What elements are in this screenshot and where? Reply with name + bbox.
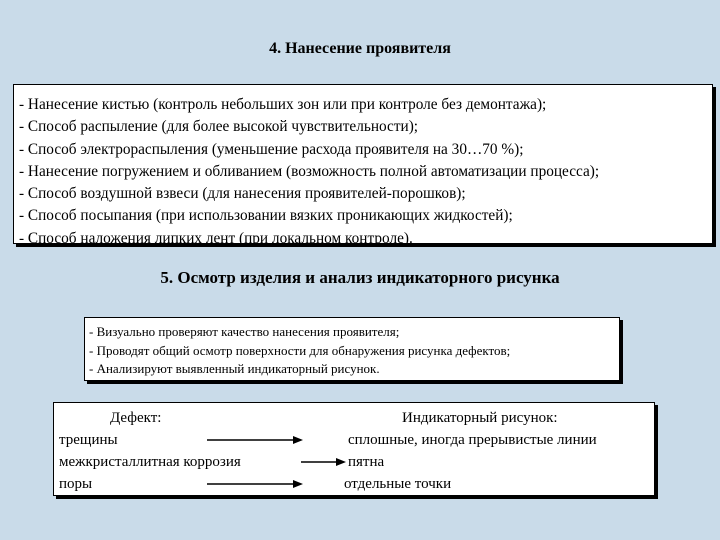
list-item: - Способ посыпания (при использовании вязких проникающих жидкостей); (19, 207, 513, 225)
defect-cell: поры (59, 476, 93, 492)
section5-list (84, 317, 620, 381)
list-item: - Способ воздушной взвеси (для нанесения проявителей-порошков); (19, 185, 466, 203)
pattern-cell: отдельные точки (344, 476, 452, 492)
section4-list (13, 84, 713, 247)
list-item: - Визуально проверяют качество нанесения проявителя; (89, 324, 400, 339)
defect-cell: межкристаллитная коррозия (59, 454, 241, 470)
arrow-right-icon (207, 479, 303, 489)
list-item: - Способ распыление (для более высокой чувствительности); (19, 118, 419, 136)
arrow-right-icon (207, 435, 303, 445)
list-item: - Проводят общий осмотр поверхности для обнаружения рисунка дефектов; (89, 342, 511, 358)
defect-cell: трещины (59, 432, 118, 448)
list-item: - Способ электрораспыления (уменьшение расхода проявителя на 30…70 %); (19, 140, 524, 158)
section4-title: 4. Нанесение проявителя (269, 40, 451, 57)
section5-title: 5. Осмотр изделия и анализ индикаторного рисунка (160, 268, 560, 287)
list-item: - Нанесение кистью (контроль небольших зон или при контроле без демонтажа); (19, 96, 547, 113)
list-item: - Способ наложения липких лент (при локальном контроле). (19, 229, 413, 247)
pattern-cell: пятна (348, 454, 385, 470)
defect-pattern-table (53, 402, 655, 496)
pattern-cell: сплошные, иногда прерывистые линии (348, 432, 597, 448)
list-item: - Анализируют выявленный индикаторный рисунок. (89, 361, 380, 376)
pattern-header: Индикаторный рисунок: (402, 410, 558, 426)
arrow-right-icon (301, 457, 346, 467)
defect-header: Дефект: (110, 410, 162, 426)
list-item: - Нанесение погружением и обливанием (возможность полной автоматизации процесса); (19, 162, 600, 180)
